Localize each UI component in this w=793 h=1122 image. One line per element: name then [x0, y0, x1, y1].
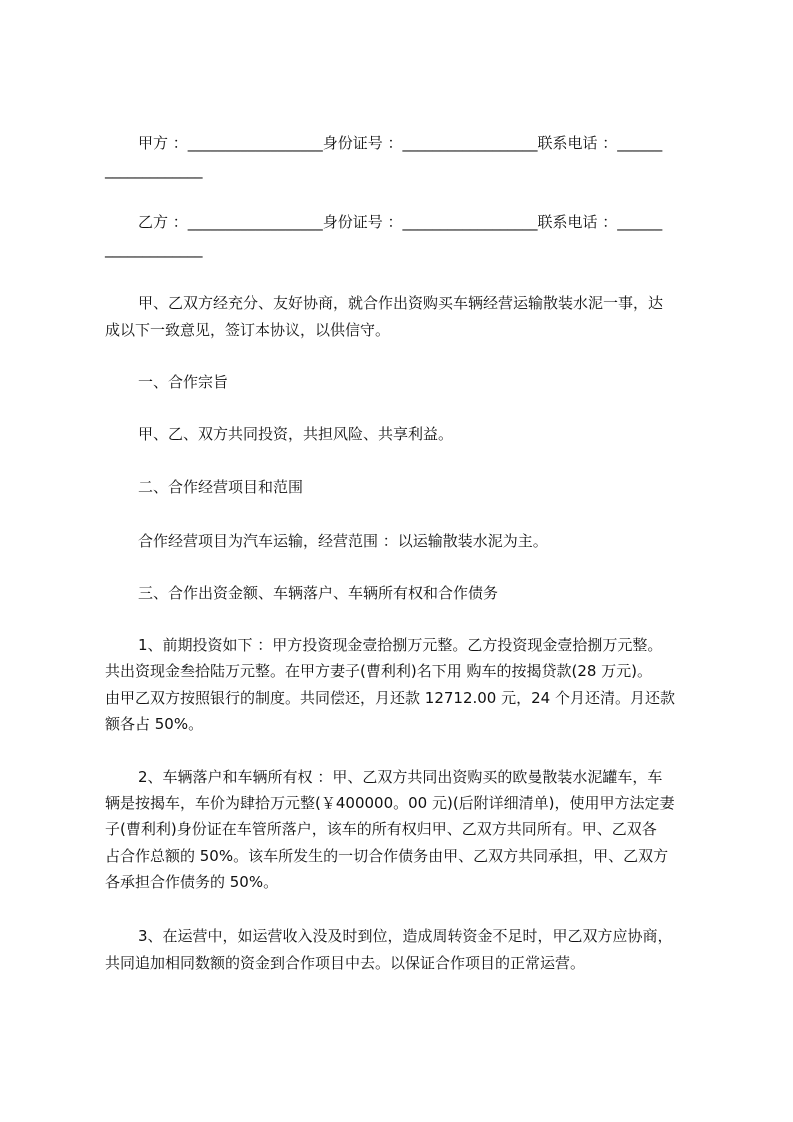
clause-1: 由甲乙双方按照银行的制度。共同偿还，月还款 12712.00 元，24 个月还清。月还款: [105, 689, 675, 707]
clause-2: 各承担合作债务的 50%。: [105, 873, 279, 891]
section-1-body: 甲、乙、双方共同投资，共担风险、共享利益。: [138, 425, 454, 443]
clause-3: 3、在运营中，如运营收入没及时到位，造成周转资金不足时，甲乙双方应协商，: [138, 927, 673, 945]
section-2-title: 二、合作经营项目和范围: [138, 478, 304, 496]
clause-2: 辆是按揭车，车价为肆拾万元整(￥400000。00 元)(后附详细清单)，使用甲方法定妻: [105, 794, 675, 812]
party-b-line-cont: _____________: [105, 240, 203, 258]
clause-1: 额各占 50%。: [105, 715, 204, 733]
intro-paragraph: 成以下一致意见，签订本协议，以供信守。: [105, 321, 391, 339]
clause-3: 共同追加相同数额的资金到合作项目中去。以保证合作项目的正常运营。: [105, 954, 586, 972]
party-b-line: 乙方 ：__________________身份证号 ：__________________联系电话 ：______: [138, 213, 663, 231]
section-2-body: 合作经营项目为汽车运输，经营范围 ：以运输散装水泥为主。: [138, 532, 548, 550]
clause-2: 占合作总额的 50%。该车所发生的一切合作债务由甲、乙双方共同承担，甲、乙双方: [105, 847, 669, 865]
clause-1: 共出资现金叁拾陆万元整。在甲方妻子(曹利利)名下用 购车的按揭贷款(28 万元)。: [105, 662, 653, 680]
section-3-title: 三、合作出资金额、车辆落户、车辆所有权和合作债务: [138, 584, 499, 602]
section-1-title: 一、合作宗旨: [138, 373, 229, 391]
party-a-line: 甲方 ：__________________身份证号 ：__________________联系电话 ：______: [138, 134, 663, 152]
intro-paragraph: 甲、乙双方经充分、友好协商，就合作出资购买车辆经营运输散装水泥一事，达: [138, 294, 664, 312]
clause-1: 1、前期投资如下 ：甲方投资现金壹拾捌万元整。乙方投资现金壹拾捌万元整。: [138, 636, 663, 654]
clause-2: 2、车辆落户和车辆所有权 ：甲、乙双方共同出资购买的欧曼散装水泥罐车，车: [138, 768, 663, 786]
clause-2: 子(曹利利)身份证在车管所落户，该车的所有权归甲、乙双方共同所有。甲、乙双各: [105, 820, 657, 838]
party-a-line-cont: _____________: [105, 161, 203, 179]
